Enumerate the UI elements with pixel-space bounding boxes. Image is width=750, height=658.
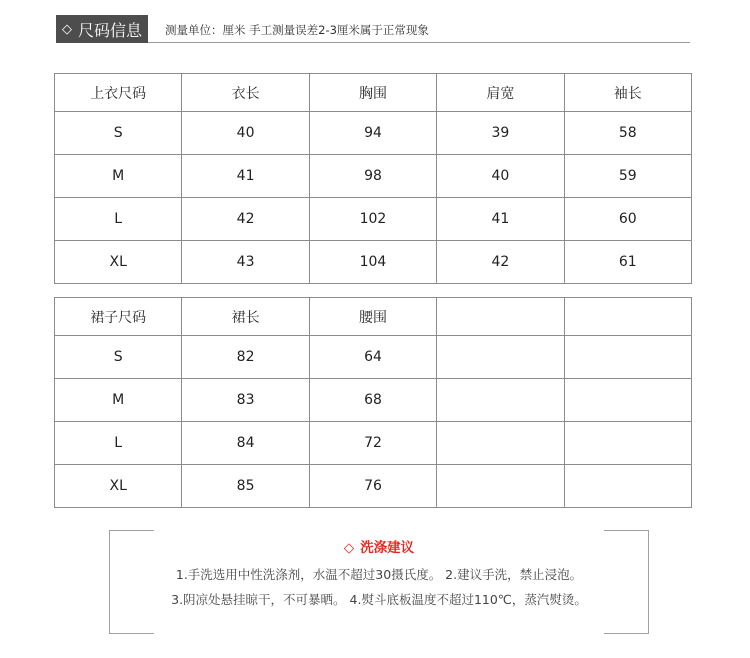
table-cell: 98 [309,155,436,198]
care-instructions-box [109,530,649,634]
table-cell: 102 [309,198,436,241]
table-cell: XL [55,241,182,284]
table-row [55,155,692,198]
table-cell [437,422,564,465]
care-line-2: 3.阴凉处悬挂晾干，不可暴晒。 4.熨斗底板温度不超过110℃，蒸汽熨烫。 [171,592,587,607]
table-cell [564,379,691,422]
box-corner [604,530,648,531]
size-info-badge [56,15,148,43]
table-cell: 76 [309,465,436,508]
table-cell [437,379,564,422]
box-corner [110,633,154,634]
table-cell: 59 [564,155,691,198]
header-cell: 胸围 [309,74,436,112]
table-cell: 41 [182,155,309,198]
header-cell: 腰围 [309,298,436,336]
header-cell: 袖长 [564,74,691,112]
table-cell: 104 [309,241,436,284]
care-line-1: 1.手洗选用中性洗涤剂，水温不超过30摄氏度。 2.建议手洗，禁止浸泡。 [175,567,583,582]
table-row [55,241,692,284]
table-cell: S [55,112,182,155]
header-cell [564,298,691,336]
table-cell: 72 [309,422,436,465]
table-cell: L [55,422,182,465]
table-cell [564,336,691,379]
table-row [55,379,692,422]
table-cell: 83 [182,379,309,422]
table-cell: 60 [564,198,691,241]
table-cell: 58 [564,112,691,155]
care-title: 洗涤建议 [360,540,415,556]
table-cell [437,465,564,508]
table-row [55,198,692,241]
box-corner [110,530,154,531]
header-cell: 裙长 [182,298,309,336]
table-row [55,422,692,465]
table-row [55,336,692,379]
table-cell: XL [55,465,182,508]
table-cell: 39 [437,112,564,155]
table-cell: 42 [437,241,564,284]
size-info-title: 尺码信息 [77,20,142,40]
table-cell: 61 [564,241,691,284]
header-cell: 衣长 [182,74,309,112]
table-cell: 43 [182,241,309,284]
header-divider [148,42,690,43]
skirt-size-table [54,297,692,508]
table-cell: 68 [309,379,436,422]
table-cell: M [55,155,182,198]
header-cell: 上衣尺码 [55,74,182,112]
table-header-row [55,74,692,112]
care-title-row [110,536,648,556]
table-cell [564,465,691,508]
table-cell: 94 [309,112,436,155]
table-header-row [55,298,692,336]
header-cell: 肩宽 [437,74,564,112]
table-cell: 84 [182,422,309,465]
table-cell: 64 [309,336,436,379]
table-cell: 40 [437,155,564,198]
measurement-note: 测量单位：厘米 手工测量误差2-3厘米属于正常现象 [165,23,429,37]
diamond-icon: ◇ [343,540,355,556]
box-corner [604,633,648,634]
table-cell: 85 [182,465,309,508]
table-cell: 42 [182,198,309,241]
table-cell: S [55,336,182,379]
table-cell: 82 [182,336,309,379]
header-cell [437,298,564,336]
table-cell: L [55,198,182,241]
table-cell [564,422,691,465]
table-cell: 40 [182,112,309,155]
diamond-icon: ◇ [61,21,72,37]
table-row [55,112,692,155]
table-cell [437,336,564,379]
table-cell: 41 [437,198,564,241]
table-cell: M [55,379,182,422]
header-cell: 裙子尺码 [55,298,182,336]
top-size-table [54,73,692,284]
table-row [55,465,692,508]
